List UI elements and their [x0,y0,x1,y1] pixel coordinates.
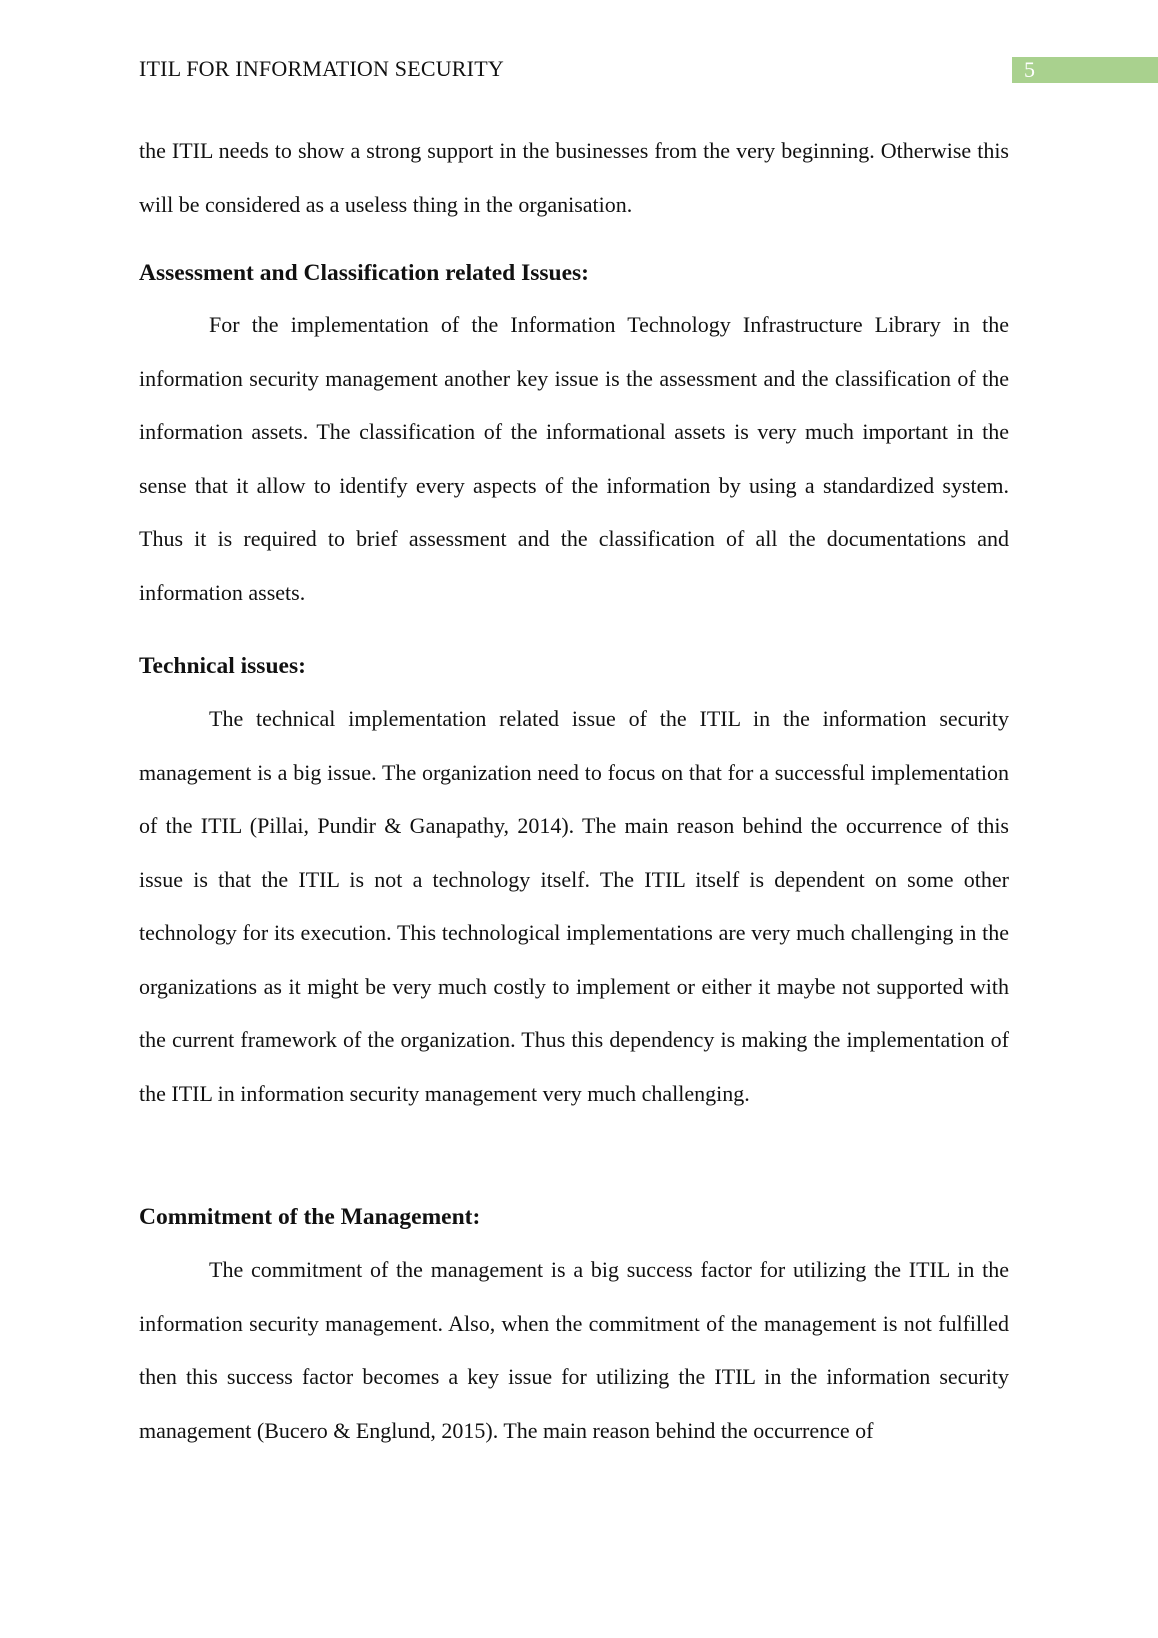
paragraph-text: For the implementation of the Information Technology Infrastructure Library in the information security management another key issue is the assessment and the classification of the information assets. The classification of the informational assets is very much important in the sense that it allow to identify every aspects of the information by using a standardized system. Thus it is required to brief assessment and the classification of all the documentations and information assets. [139,312,1009,605]
paragraph-text: The commitment of the management is a big success factor for utilizing the ITIL in the information security management. Also, when the commitment of the management is not fulfilled then this success factor becomes a key issue for utilizing the ITIL in the information security management (Bucero & Englund, 2015). The main reason behind the occurrence of [139,1257,1009,1443]
running-head: ITIL FOR INFORMATION SECURITY [139,56,504,81]
intro-paragraph [139,124,1009,231]
paragraph-text: the ITIL needs to show a strong support in the businesses from the very beginning. Otherwise this will be considered as a useless thing in the organisation. [139,138,1009,217]
commitment-paragraph [139,1243,1009,1457]
paragraph-text: The technical implementation related issue of the ITIL in the information security management is a big issue. The organization need to focus on that for a successful implementation of the ITIL (Pillai, Pundir & Ganapathy, 2014). The main reason behind the occurrence of this issue is that the ITIL is not a technology itself. The ITIL itself is dependent on some other technology for its execution. This technological implementations are very much challenging in the organizations as it might be very much costly to implement or either it maybe not supported with the current framework of the organization. Thus this dependency is making the implementation of the ITIL in information security management very much challenging. [139,706,1009,1106]
section-heading-technical: Technical issues: [139,653,306,679]
assessment-paragraph [139,298,1009,619]
section-heading-assessment: Assessment and Classification related Issues: [139,260,589,286]
page-number: 5 [1012,57,1158,83]
section-heading-commitment: Commitment of the Management: [139,1204,481,1230]
technical-paragraph [139,692,1009,1120]
